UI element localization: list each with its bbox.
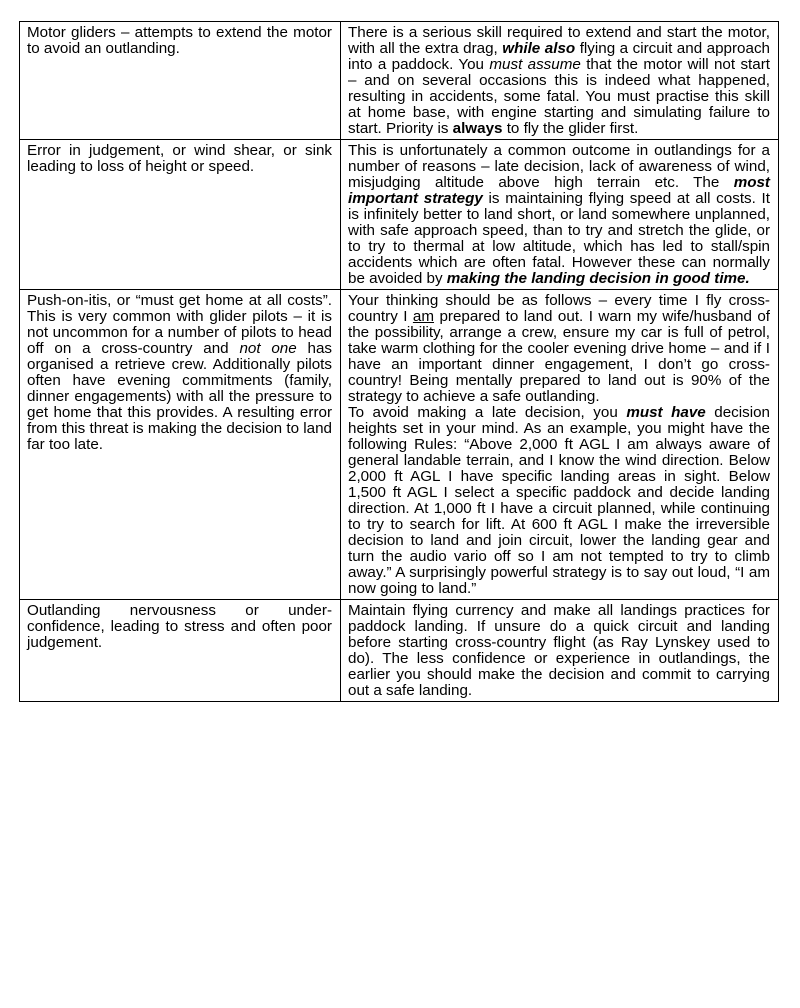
emphasis-text: must have — [626, 404, 706, 421]
cell-text: Maintain flying currency and make all landings practices for paddock landing. If unsure do a quick circuit and landing before starting cross-country flight (as Ray Lynskey used to do). The less confidence or experience in outlandings, the earlier you should make the decision and commit to carrying out a safe landing. — [348, 602, 770, 699]
paragraph — [348, 405, 770, 597]
cell-text: to fly the glider first. — [502, 120, 639, 137]
cell-text: that the motor will not start – and on several occasions this is indeed what happened, resulting in accidents, some fatal. You must practise this skill at home base, with engine starting and simulating failure to start. Priority is — [348, 56, 770, 137]
cell-text: Outlanding nervousness or under-confidence, leading to stress and often poor judgement. — [27, 602, 332, 651]
threat-cell — [20, 140, 341, 290]
cell-text: has organised a retrieve crew. Additionally pilots often have evening commitments (family, dinner engagements) with all the pressure to get home that this provides. A resulting error from this threat is making the decision to land far too late. — [27, 340, 332, 453]
threat-cell — [20, 600, 341, 702]
emphasis-text: while also — [502, 40, 576, 57]
emphasis-text: making the landing decision in good time. — [446, 270, 750, 287]
cell-text: flying a circuit and approach into a paddock. You — [348, 40, 770, 73]
paragraph — [348, 293, 770, 405]
table-row — [20, 140, 779, 290]
emphasis-text: must assume — [489, 56, 581, 73]
emphasis-text: most important strategy — [348, 174, 770, 207]
threat-mitigation-table — [19, 21, 779, 702]
cell-text: decision heights set in your mind. As an example, you might have the following Rules: “Above 2,000 ft AGL I am always aware of general landable terrain, and I know the wind direction. Below 2,000 ft AGL I have specific landing areas in sight. Below 1,500 ft AGL I select a specific paddock and decide landing direction. At 1,000 ft I have a circuit planned, while continuing to try to search for lift. At 600 ft AGL I make the irreversible decision to land and join circuit, lower the landing gear and turn the audio vario off so I am not tempted to try to climb away.” A surprisingly powerful strategy is to say out loud, “I am now going to land.” — [348, 404, 770, 597]
mitigation-cell — [341, 140, 779, 290]
cell-text: Push-on-itis, or “must get home at all costs”. This is very common with glider pilots – it is not uncommon for a number of pilots to head off on a cross-country and — [27, 292, 332, 357]
emphasis-text: not one — [239, 340, 297, 357]
table-row — [20, 22, 779, 140]
cell-text: is maintaining flying speed at all costs. It is infinitely better to land short, or land somewhere unplanned, with safe approach speed, than to try and stretch the glide, or to try to thermal at low altitude, which has led to stall/spin accidents which are often fatal. However these can normally be avoided by — [348, 190, 771, 287]
threat-cell — [20, 22, 341, 140]
cell-text: There is a serious skill required to extend and start the motor, with all the extra drag, — [348, 24, 770, 57]
table-row — [20, 600, 779, 702]
cell-text: Error in judgement, or wind shear, or sink leading to loss of height or speed. — [27, 142, 332, 175]
mitigation-cell — [341, 600, 779, 702]
cell-text: Your thinking should be as follows – every time I fly cross-country I — [348, 292, 770, 325]
cell-text: This is unfortunately a common outcome in outlandings for a number of reasons – late decision, lack of awareness of wind, misjudging altitude above high terrain etc. The — [348, 142, 770, 191]
threat-cell — [20, 290, 341, 600]
mitigation-cell — [341, 290, 779, 600]
table-row — [20, 290, 779, 600]
cell-text: To avoid making a late decision, you — [348, 404, 627, 421]
emphasis-text: am — [412, 308, 435, 325]
cell-text: Motor gliders – attempts to extend the motor to avoid an outlanding. — [27, 24, 332, 57]
cell-text: prepared to land out. I warn my wife/husband of the possibility, arrange a crew, ensure my car is full of petrol, take warm clothing for the cooler evening drive home – and if I have an important dinner engagement, I don’t go cross-country! Being mentally prepared to land out is 90% of the strategy to achieve a safe outlanding. — [348, 308, 770, 405]
emphasis-text: always — [452, 120, 503, 137]
mitigation-cell — [341, 22, 779, 140]
